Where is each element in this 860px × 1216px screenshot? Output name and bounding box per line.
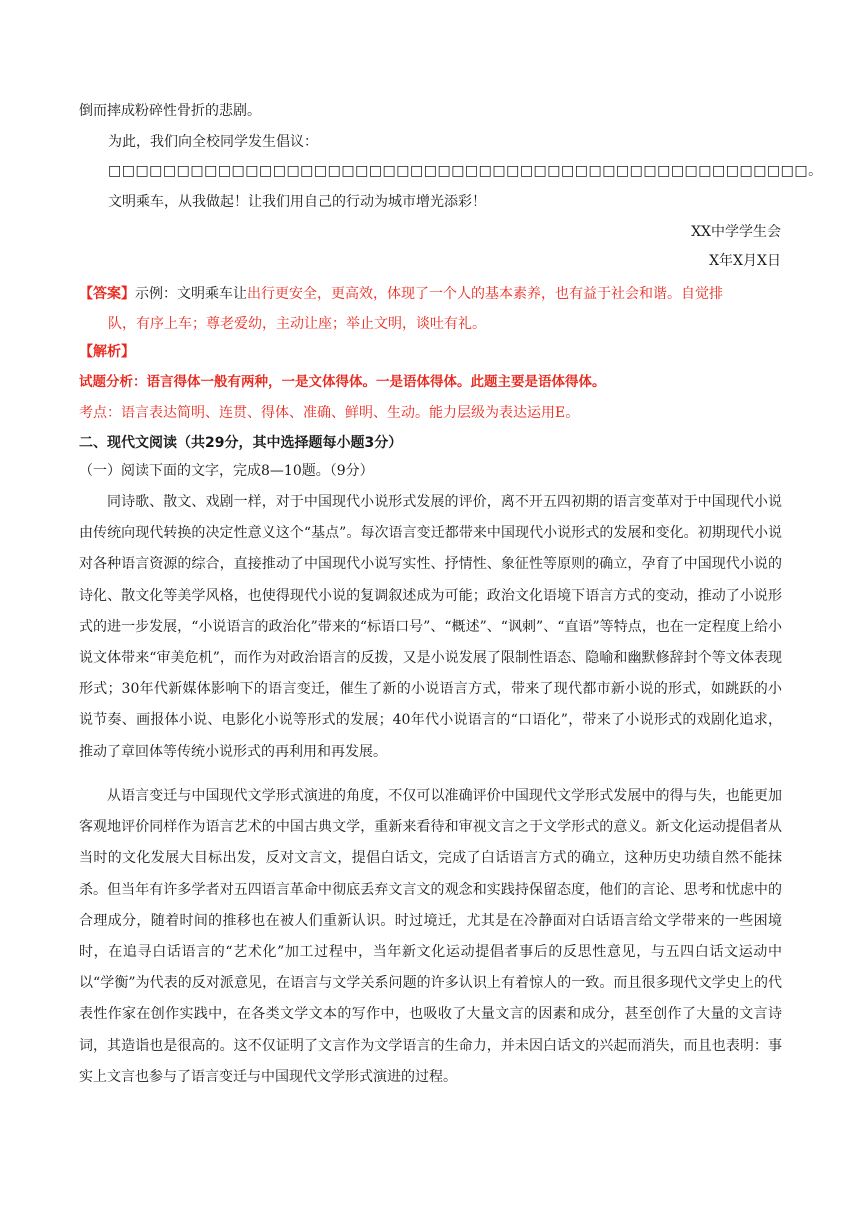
analysis-title: 【解析】 <box>79 344 135 360</box>
paragraph-2: 从语言变迁与中国现代文学形式演进的角度，不仅可以准确评价中国现代文学形式发展中的得与失，也能更加客观地评价同样作为语言艺术的中国古典文学，重新来看待和审视文言之于文学形式的意义。新文化运动提倡者从当时的文化发展大目标出发，反对文言文，提倡白话文，完成了白话语言方式的确立，这种历史功绩自然不能抹杀。但当年有许多学者对五四语言革命中彻底丢弃文言文的观念和实践持保留态度，他们的言论、思考和忧虑中的合理成分，随着时间的推移也在被人们重新认识。时过境迁，尤其是在冷静面对白话语言给文学带来的一些困境时，在追寻白话语言的“艺术化”加工过程中，当年新文化运动提倡者事后的反思性意见，与五四白话文运动中以“学衡”为代表的反对派意见，在语言与文学关系问题的许多认识上有着惊人的一致。而且很多现代文学史上的代表性作家在创作实践中，在各类文学文本的写作中，也吸收了大量文言的因素和成分，甚至创作了大量的文言诗词，其造诣也是很高的。这不仅证明了文言作为文学语言的生命力，并未因白话文的兴起而消失，而且也表明：事实上文言也参与了语言变迁与中国现代文学形式演进的过程。 <box>79 788 782 1085</box>
answer-text-line1: 出行更安全，更高效，体现了一个人的基本素养，也有益于社会和谐。自觉排 <box>247 286 723 302</box>
paragraph-1: 同诗歌、散文、戏剧一样，对于中国现代小说形式发展的评价，离不开五四初期的语言变革对于中国现代小说由传统向现代转换的决定性意义这个“基点”。每次语言变迁都带来中国现代小说形式的发展和变化。初期现代小说对各种语言资源的综合，直接推动了中国现代小说写实性、抒情性、象征性等原则的确立，孕育了中国现代小说的诗化、散文化等美学风格，也使得现代小说的复调叙述成为可能；政治文化语境下语言方式的变动，推动了小说形式的进一步发展，“小说语言的政治化”带来的“标语口号”、“概述”、“讽刺”、“直语”等特点，也在一定程度上给小说文体带来“审美危机”，而作为对政治语言的反拨，又是小说发展了限制性语态、隐喻和幽默修辞封个等文体表现形式；30年代新媒体影响下的语言变迁，催生了新的小说语言方式，带来了现代都市新小说的形式，如跳跃的小说节奏、画报体小说、电影化小说等形式的发展；40年代小说语言的“口语化”，带来了小说形式的戏剧化追求，推动了章回体等传统小说形式的再利用和再发展。 <box>79 494 782 760</box>
proposal-intro: 为此，我们向全校同学发生倡议： <box>108 134 318 150</box>
answer-text-line2: 队，有序上车；尊老爱幼，主动让座；举止文明，谈吐有礼。 <box>108 316 486 332</box>
section-title: 二、现代文阅读（共29分，其中选择题每小题3分） <box>79 435 403 451</box>
sub-title: （一）阅读下面的文字，完成8—10题。（9分） <box>79 463 374 479</box>
slogan-text: 文明乘车，从我做起！让我们用自己的行动为城市增光添彩！ <box>108 194 486 210</box>
date-text: X年X月X日 <box>709 253 781 269</box>
answer-block <box>79 279 784 339</box>
kaodian-text: 考点：语言表达简明、连贯、得体、准确、鲜明、生动。能力层级为表达运用E。 <box>79 405 580 421</box>
blank-answer-boxes: □□□□□□□□□□□□□□□□□□□□□□□□□□□□□□□□□□□□□□□□□□□□□□□□□□□。 <box>108 163 823 179</box>
continued-text-line: 倒而摔成粉碎性骨折的悲剧。 <box>79 103 261 119</box>
signature-text: XX中学学生会 <box>691 224 781 240</box>
answer-lead: 示例：文明乘车让 <box>135 286 247 302</box>
answer-tag: 【答案】 <box>79 286 135 302</box>
analysis-detail: 试题分析：语言得体一般有两种，一是文体得体。一是语体得体。此题主要是语体得体。 <box>79 374 606 390</box>
